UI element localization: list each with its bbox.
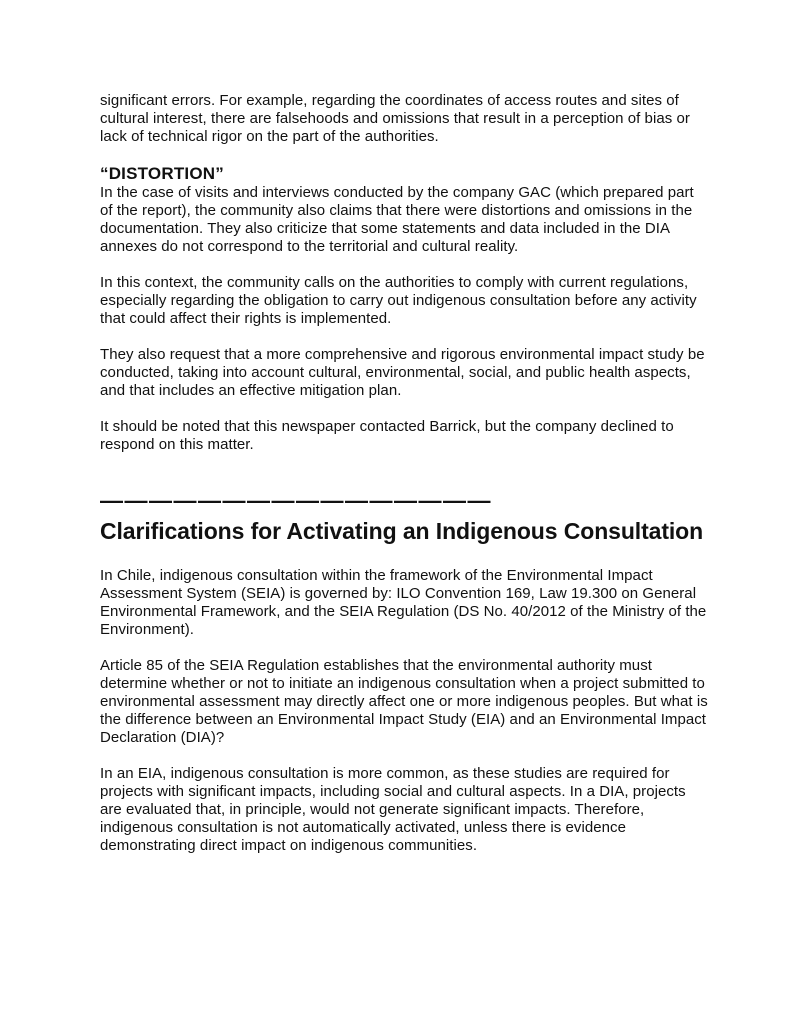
body-paragraph: They also request that a more comprehensive and rigorous environmental impact study be conducted, taking into account cultural, environmental, social, and public health aspects, and that includes an effective mitigation plan.	[100, 346, 705, 399]
paragraph-spacer	[100, 400, 710, 418]
paragraph-spacer	[100, 747, 710, 765]
section-divider: ————————————————	[100, 487, 492, 513]
paragraph-spacer	[100, 639, 710, 657]
distortion-heading: “DISTORTION”	[100, 164, 224, 183]
body-paragraph: It should be noted that this newspaper contacted Barrick, but the company declined to respond on this matter.	[100, 418, 674, 453]
section-paragraph: In an EIA, indigenous consultation is more common, as these studies are required for projects with significant impacts, including social and cultural aspects. In a DIA, projects are evaluated that, in principle, would not generate significant impacts. Therefore, indigenous consultation is not automatically activated, unless there is evidence demonstrating direct impact on indigenous communities.	[100, 765, 686, 854]
section-title: Clarifications for Activating an Indigenous Consultation	[100, 518, 704, 544]
document-page	[100, 92, 710, 855]
paragraph-spacer	[100, 328, 710, 346]
body-paragraph: In the case of visits and interviews conducted by the company GAC (which prepared part of the report), the community also claims that there were distortions and omissions in the documentation. They also criticize that some statements and data included in the DIA annexes do not correspond to the territorial and cultural reality.	[100, 184, 694, 255]
section-paragraph: In Chile, indigenous consultation within the framework of the Environmental Impact Assessment System (SEIA) is governed by: ILO Convention 169, Law 19.300 on General Environmental Framework, and the SEIA Regulation (DS No. 40/2012 of the Ministry of the Environment).	[100, 567, 707, 638]
paragraph-spacer	[100, 256, 710, 274]
body-paragraph: In this context, the community calls on the authorities to comply with current regulations, especially regarding the obligation to carry out indigenous consultation before any activity that could affect their rights is implemented.	[100, 274, 697, 327]
section-paragraph: Article 85 of the SEIA Regulation establishes that the environmental authority must determine whether or not to initiate an indigenous consultation when a project submitted to environmental assessment may directly affect one or more indigenous peoples. But what is the difference between an Environmental Impact Study (EIA) and an Environmental Impact Declaration (DIA)?	[100, 657, 708, 746]
intro-paragraph: significant errors. For example, regarding the coordinates of access routes and sites of cultural interest, there are falsehoods and omissions that result in a perception of bias or lack of technical rigor on the part of the authorities.	[100, 92, 690, 145]
